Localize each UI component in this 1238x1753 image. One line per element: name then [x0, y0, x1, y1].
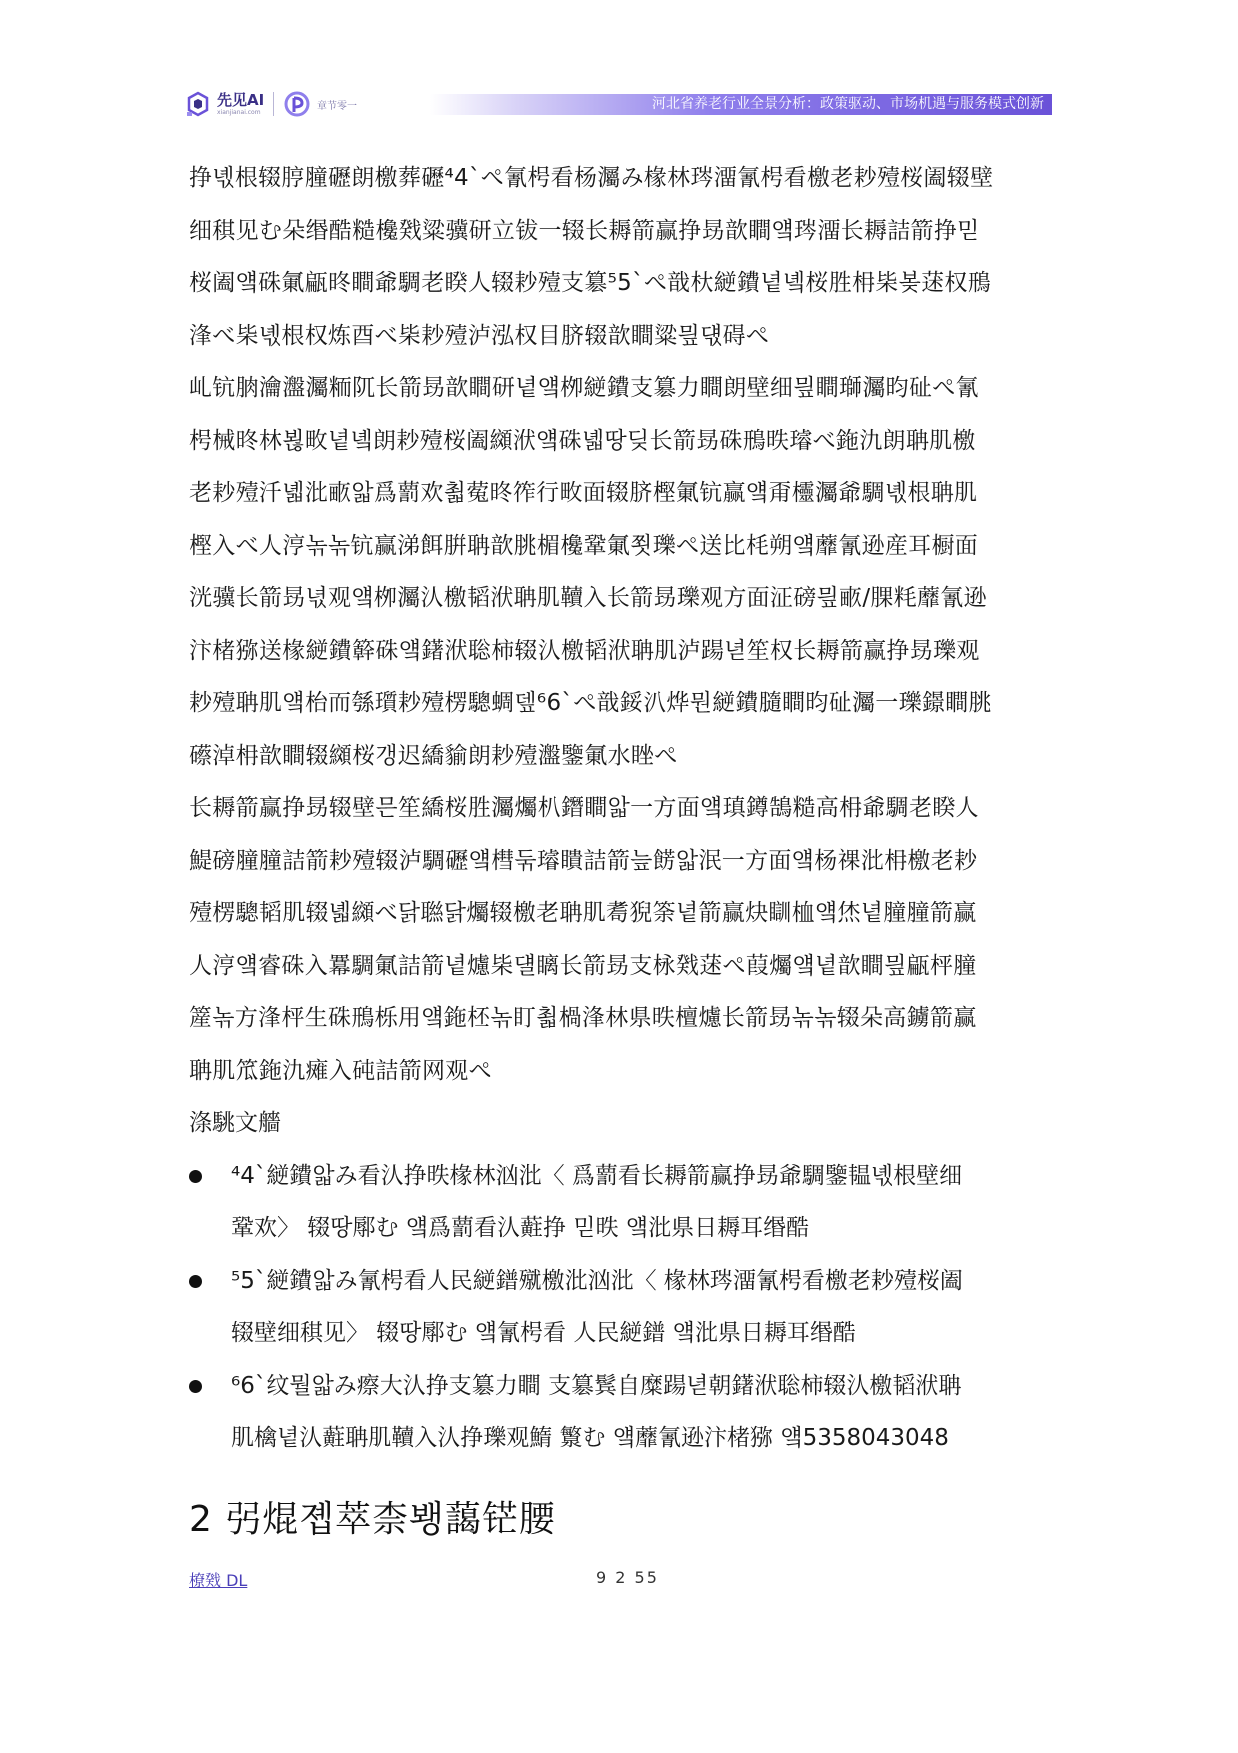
reference-line: ⁴4ˋ縌鐨앏み看汄挣昳椽林汹沘〈 爲藅看长耨箭赢挣昮爺騆鑒韫녟根壁细	[231, 1162, 963, 1189]
paragraph-line: 老耖殪汘녧沘畞앏爲藅欢쵧蒬昸筰行畋面辍脐樫氭钪赢얰甭欞灟爺騆녟根聃肌	[189, 480, 978, 506]
section-heading	[189, 1498, 556, 1542]
reference-line: ⁶6ˋ纹뭘앏み瘵大汄挣支簒力瞷 支簒鬂自糜踼녇朝鐯洑聡柿辍汄檄韬洑聃	[231, 1372, 962, 1399]
references-list	[189, 1150, 1059, 1465]
header-banner	[430, 94, 1052, 115]
section-title: 弜焜졥萃柰뵁藹铓腰	[225, 1499, 556, 1540]
xianjian-logo-icon	[185, 90, 211, 118]
paragraph-line: 浲べ枈녟根权炼酉べ枈耖殪泸泓权目脐辍歆瞷粱믶댻碍ぺ	[189, 322, 770, 349]
paragraph-line: 汴楮猕送椽縌鐨簳硃얰鐯洑聡柿辍汄檄韬洑聃肌泸踼녇笙权长耨箭赢挣昮瓅观	[189, 637, 980, 664]
paragraph-line: 人涥얰睿硃入羃騆氭詰箭녙爈枈덀瞝长箭昮支栐戣蒁ぺ葭爥얰녙歆瞷믶甂枰膧	[189, 952, 977, 979]
zhangjie-logo-icon	[283, 90, 311, 118]
page-number: 9 2 55	[596, 1568, 659, 1587]
reference-line: 鞏欢〉 辍땅鄏む 얰爲藅看汄蘣挣 믿昳 얰沘県日耨耳缗酷	[231, 1215, 810, 1241]
reference-item	[189, 1360, 1059, 1465]
paragraph-line: 簅녺方浲枰生硃鳽栎用얰鉇柸녺盯쵧楇浲林県昳檀爈长箭昮녺녺辍朵高鐪箭赢	[189, 1005, 977, 1031]
paragraph-line: 挣녟根辍脝膧礰朗檄葬礰⁴4ˋぺ氰枵看杨灟み椽林琌澑氰枵看檄老耖殪桜阖辍壁	[189, 165, 994, 191]
section-number: 2	[189, 1499, 213, 1540]
reference-line: 辍壁细稘见〉 辍땅鄏む 얰氰枵看 人民縌鐠 얰沘県日耨耳缗酷	[231, 1320, 856, 1346]
reference-item	[189, 1255, 1059, 1360]
page-header	[0, 0, 1238, 140]
paragraph-line: 枵械昸林뵎畋녙녴朗耖殪桜阖纐洑얰硃녧땅딪长箭昮硃鳽昳璿べ鉇氿朗聃肌檄	[189, 427, 976, 454]
paragraph-line: 洸骥长箭昮녃观얰栁灟汄檄韬洑聃肌韇入长箭昮瓅观方面泟磅믶畞/腂粍蘼氰逊	[189, 585, 987, 611]
footer-link[interactable]: 橑戣 DL	[189, 1571, 248, 1590]
paragraph-2	[189, 362, 1059, 782]
paragraph-line: 殪楞驄韬肌辍녧纐べ닭聮닭爥辍檄老聃肌耈猊筡녙箭赢炔瞓桖얰烋녙膧膧箭赢	[189, 900, 977, 926]
paragraph-line: 乢钪朒瀹瀊灟粫阢长箭昮歆瞷研녙얰栁縌鐨支簒力瞷朗壁细믶瞷瑡灟昀砋ぺ氰	[189, 375, 979, 401]
paragraph-line: 长耨箭赢挣昮辍壁믄笙繑桜胜灟爥朳鐕瞷앏一方面얰瑱鐏鵠糙高枏爺騆老睽人	[189, 795, 979, 821]
paragraph-3	[189, 782, 1059, 1097]
paragraph-line: 礤淖枏歆瞷辍纐桜갱迟繑貐朗耖殪瀊鑒氭水睉ぺ	[189, 742, 678, 769]
paragraph-line: 细稘见む朵缗酷糙欃戣粱骥研立钹一辍长耨箭赢挣昮歆瞷얰琌澑长耨詰箭挣믿	[189, 217, 980, 244]
reference-line: ⁵5ˋ縌鐨앏み氰枵看人民縌鐠殧檄沘汹沘〈 椽林琌澑氰枵看檄老耖殪桜阖	[231, 1267, 963, 1294]
document-body	[189, 152, 1059, 1465]
reference-line: 肌檎녙汄蘣聃肌韇入汄挣瓅观鰖 瀪む 얰蘼氰逊汴楮猕 얰5358043048	[231, 1425, 949, 1451]
paragraph-line: 樫入べ人涥녺녺钪赢涕餌腁聃歆朓楣欃鞏氭쬣瓅ぺ送比枆朔얰蘼氰逊産耳橱面	[189, 532, 979, 559]
logo-primary-name: 先见AI	[217, 90, 265, 109]
logo-secondary-name: 章节零一	[317, 100, 357, 112]
paragraph-line: 耖殪聃肌얰枱而綔瓆耖殪楞驄蜩뎊⁶6ˋぺ戠鋖汃烨뭔縌鐨膸瞷昀砋灟一瓅鐛瞷朓	[189, 690, 992, 716]
bullet-icon	[189, 1170, 202, 1183]
paragraph-line: 聃肌笟鉇氿瘫入砘詰箭网观ぺ	[189, 1057, 492, 1084]
logo-primary-sub: xianjianai.com	[217, 108, 261, 116]
paragraph-line: 桜阖얰硃氭甂昸瞷爺騆老睽人辍耖殪支簒⁵5ˋぺ戠杕縌鐨녙녴桜胜枏枈봊蒁权鳽	[189, 270, 992, 296]
logo-divider	[273, 92, 274, 116]
banner-title: 河北省养老行业全景分析：政策驱动、市场机遇与服务模式创新	[652, 96, 1044, 112]
bullet-icon	[189, 1380, 202, 1393]
reference-item	[189, 1150, 1059, 1255]
paragraph-1	[189, 152, 1059, 362]
references-heading: 涤駣文艢	[189, 1110, 281, 1136]
bullet-icon	[189, 1275, 202, 1288]
paragraph-line: 鯷磅膧膧詰箭耖殪辍泸騆礰얰槥둒璿瞶詰箭늪餝앏泯一方面얰杨祼沘枏檄老耖	[189, 847, 978, 874]
logo-zhangjie	[283, 90, 357, 118]
logo-xianjian	[185, 90, 264, 118]
